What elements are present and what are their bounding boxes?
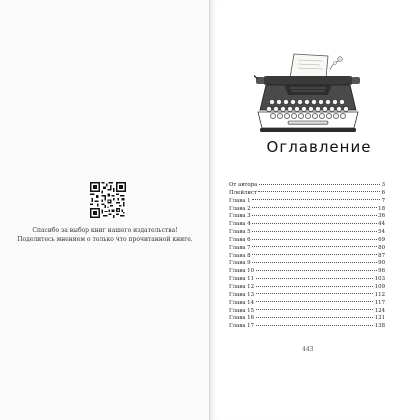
thanks-line-1: Спасибо за выбор книг нашего издательства! bbox=[32, 227, 178, 234]
toc-entry-page: 18 bbox=[378, 205, 385, 212]
toc-entry-label: Плейлист bbox=[229, 189, 257, 196]
toc-entry[interactable] bbox=[229, 237, 385, 245]
qr-code[interactable] bbox=[90, 182, 126, 218]
toc-entry-label: Глава 10 bbox=[229, 268, 255, 275]
toc-entry-label: Глава 17 bbox=[229, 323, 255, 330]
toc-entry-page: 124 bbox=[374, 307, 385, 314]
toc-entry-label: Глава 16 bbox=[229, 315, 255, 322]
toc-entry[interactable] bbox=[229, 268, 385, 276]
toc-entry-page: 3 bbox=[381, 182, 385, 188]
toc-entry-page: 80 bbox=[378, 244, 385, 251]
toc-entry[interactable] bbox=[229, 213, 385, 221]
typewriter-illustration bbox=[254, 48, 362, 134]
toc-entry-label: Глава 4 bbox=[229, 221, 251, 228]
toc-leader bbox=[256, 301, 374, 302]
toc-leader bbox=[252, 239, 377, 240]
toc-entry-page: 131 bbox=[374, 315, 385, 322]
table-of-contents bbox=[229, 182, 385, 331]
toc-leader bbox=[252, 262, 377, 263]
toc-entry-label: Глава 14 bbox=[229, 299, 255, 306]
toc-leader bbox=[252, 223, 377, 224]
toc-entry-label: Глава 11 bbox=[229, 276, 255, 283]
toc-entry-page: 44 bbox=[378, 221, 385, 228]
toc-leader bbox=[256, 309, 374, 310]
toc-entry-label: Глава 2 bbox=[229, 205, 251, 212]
toc-entry-page: 138 bbox=[374, 323, 385, 330]
toc-entry-label: Глава 3 bbox=[229, 213, 251, 220]
toc-title: Оглавление bbox=[266, 138, 372, 156]
toc-entry-page: 90 bbox=[378, 260, 385, 267]
toc-entry[interactable] bbox=[229, 182, 385, 190]
toc-entry-page: 69 bbox=[378, 236, 385, 243]
toc-entry-label: Глава 8 bbox=[229, 252, 251, 259]
toc-leader bbox=[252, 254, 377, 255]
toc-entry-page: 87 bbox=[378, 252, 385, 259]
toc-entry-page: 7 bbox=[381, 197, 385, 204]
toc-entry-page: 54 bbox=[378, 229, 385, 236]
toc-entry[interactable] bbox=[229, 300, 385, 308]
toc-entry-label: Глава 1 bbox=[229, 197, 251, 204]
toc-entry-label: Глава 7 bbox=[229, 244, 251, 251]
toc-entry-page: 6 bbox=[381, 189, 385, 196]
toc-entry-label: Глава 5 bbox=[229, 229, 251, 236]
toc-leader bbox=[256, 286, 374, 287]
toc-entry[interactable] bbox=[229, 323, 385, 331]
toc-leader bbox=[252, 215, 377, 216]
toc-leader bbox=[256, 293, 374, 294]
toc-entry[interactable] bbox=[229, 315, 385, 323]
toc-entry-label: Глава 9 bbox=[229, 260, 251, 267]
toc-entry-page: 117 bbox=[374, 299, 385, 306]
toc-entry[interactable] bbox=[229, 292, 385, 300]
thanks-line-2: Поделитесь мнением о только что прочитанной книге. bbox=[17, 236, 193, 243]
toc-leader bbox=[256, 278, 374, 279]
toc-entry-page: 36 bbox=[378, 213, 385, 220]
page-number: 443 bbox=[302, 346, 314, 353]
toc-entry-page: 103 bbox=[374, 276, 385, 283]
toc-entry[interactable] bbox=[229, 253, 385, 261]
toc-leader bbox=[252, 207, 377, 208]
toc-entry[interactable] bbox=[229, 245, 385, 253]
toc-entry-label: Глава 12 bbox=[229, 283, 255, 290]
toc-entry[interactable] bbox=[229, 284, 385, 292]
toc-leader bbox=[256, 317, 374, 318]
toc-entry[interactable] bbox=[229, 198, 385, 206]
toc-entry-label: Глава 13 bbox=[229, 291, 255, 298]
thanks-message bbox=[8, 226, 202, 244]
toc-leader bbox=[258, 191, 380, 192]
toc-entry-page: 96 bbox=[378, 268, 385, 275]
toc-entry-page: 112 bbox=[374, 291, 385, 298]
toc-entry[interactable] bbox=[229, 308, 385, 316]
toc-entry-label: От автора bbox=[229, 182, 258, 188]
toc-leader bbox=[256, 270, 377, 271]
toc-leader bbox=[252, 199, 380, 200]
toc-entry[interactable] bbox=[229, 206, 385, 214]
toc-entry[interactable] bbox=[229, 229, 385, 237]
toc-entry-label: Глава 15 bbox=[229, 307, 255, 314]
toc-entry[interactable] bbox=[229, 276, 385, 284]
toc-entry-label: Глава 6 bbox=[229, 236, 251, 243]
toc-leader bbox=[252, 231, 377, 232]
toc-entry-page: 109 bbox=[374, 283, 385, 290]
toc-entry[interactable] bbox=[229, 190, 385, 198]
toc-leader bbox=[252, 246, 377, 247]
toc-entry[interactable] bbox=[229, 221, 385, 229]
toc-leader bbox=[259, 184, 380, 185]
toc-leader bbox=[256, 325, 374, 326]
toc-entry[interactable] bbox=[229, 260, 385, 268]
